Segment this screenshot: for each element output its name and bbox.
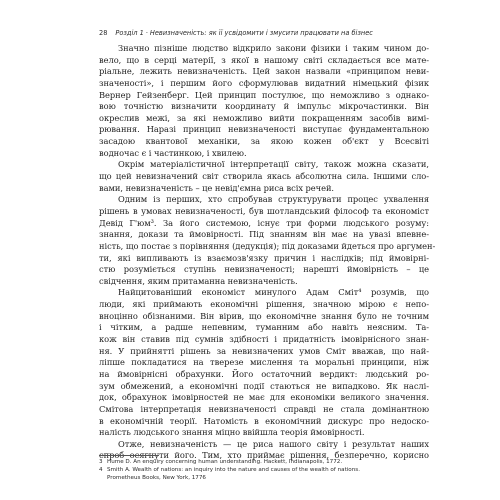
paragraph-line: спроб осягнути його. Тим, хто приймає рішення, безперечно, корисно: [99, 450, 429, 461]
paragraph-line: Найцитованіший економіст минулого Адам Сміт⁴ розумів, що: [118, 287, 429, 298]
footnote-text: Smith A. Wealth of nations: an inquiry into the nature and causes of the wealth of nations.: [107, 466, 360, 473]
footnote-4: [99, 467, 429, 475]
paragraph-line: Девід Г'юм³. За його системою, існує три форми людського розуму:: [99, 217, 429, 228]
paragraph-line: Отже, невизначеність — це риса нашого світу і результат наших: [118, 438, 429, 449]
paragraph-line: рювання. Наразі принцип невизначеності виступає фундаментальною: [99, 124, 429, 135]
paragraph-line: водночас є і частинкою, і хвилею.: [99, 147, 247, 158]
footnotes: [99, 459, 429, 482]
paragraph-line: ріальне, лежить невизначеність. Цей закон назвали «принципом неви-: [99, 66, 429, 77]
paragraph-line: ліпше покладатися на тверезе мислення та моральні принципи, ніж: [99, 357, 429, 368]
footnote-number: 4: [99, 466, 103, 473]
footnote-divider: [99, 455, 159, 456]
footnote-4-continuation: Prometheus Books, New York, 1776: [107, 474, 206, 481]
paragraph-line: в економічній теорії. Натомість в економічний дискурс про недоско-: [99, 415, 429, 426]
paragraph-line: ти, які випливають із взаємозв'язку причин і наслідків; під ймовірні-: [99, 252, 429, 263]
paragraph-line: окреслив межі, за які неможливо вийти покращенням засобів вимі-: [99, 112, 429, 123]
paragraph-line: Вернер Гейзенберг. Цей принцип постулює, що неможливо з однако-: [99, 89, 429, 100]
paragraph-line: зум обмежений, а економічні події стаються не випадково. Як наслі-: [99, 380, 429, 391]
paragraph-line: значеності», і першим його сформулював видатний німецький фізик: [99, 77, 429, 88]
paragraph-line: люди, які приймають економічні рішення, значною мірою є непо-: [99, 299, 429, 310]
footnote-number: 3: [99, 459, 103, 465]
paragraph-line: Смітова інтерпретація невизначеності справді не стала домінантною: [99, 403, 429, 414]
paragraph-line: Одним із перших, хто спробував структурувати процес ухвалення: [118, 194, 429, 205]
paragraph-line: ня. У прийнятті рішень за невизначених умов Сміт вважав, що най-: [99, 345, 429, 356]
paragraph-line: знання, докази та ймовірності. Під знанням він має на увазі впевне-: [99, 229, 429, 240]
paragraph-line: вами, невизначеність – це невід'ємна риса всіх речей.: [99, 182, 335, 193]
page-number: 28: [99, 29, 108, 37]
paragraph-line: вою точністю визначити координату й імпульс мікрочастинки. Він: [99, 101, 429, 112]
paragraph-line: кож він ставив під сумнів здібності і придатність імовірнісного знан-: [99, 334, 429, 345]
paragraph-line: вело, що в серці матерії, з якої в нашому світі складається все мате-: [99, 54, 429, 65]
paragraph-line: рішень в умовах невизначеності, був шотландський філософ та економіст: [99, 205, 429, 216]
paragraph-line: налість людського знання міцно ввійшла теорія ймовірності.: [99, 427, 365, 438]
paragraph-line: Значно пізніше людство відкрило закони фізики і таким чином до-: [118, 43, 429, 53]
paragraph-line: засадою квантової механіки, за якою кожен об'єкт у Всесвіті: [99, 136, 429, 147]
paragraph-line: Окрім матеріалістичної інтерпретації світу, також можна сказати,: [118, 159, 429, 170]
chapter-label: Розділ 1: [115, 29, 144, 37]
paragraph-line: ність, що постає з порівняння (дедукція); під доказами йдеться про аргумен-: [99, 240, 436, 251]
chapter-title: Невизначеність: як її усвідомити і змусити працювати на бізнес: [149, 29, 373, 37]
paragraph-line: на ймовірнісні обрахунки. Його остаточний вердикт: людський ро-: [99, 368, 429, 379]
paragraph-line: вноцінно обізнаними. Він вірив, що економічне знання було не точним: [99, 310, 429, 321]
paragraph-line: і чітким, а радше непевним, туманним або навіть неясним. Та-: [99, 322, 429, 333]
paragraph-line: що цей невизначений світ створила якась абсолютна сила. Іншими сло-: [99, 171, 429, 182]
footnote-3: [99, 459, 429, 467]
paragraph-line: док, обрахунок імовірностей не має для економіки великого значення.: [99, 392, 429, 403]
running-head: [99, 29, 429, 38]
footnote-text: Hume D. An enquiry concerning human understanding. Hackett, Indianapolis, 1772.: [107, 459, 343, 465]
paragraph-line: свідчення, яким притаманна невизначеність.: [99, 275, 298, 286]
paragraph-line: стю розуміється ступінь невизначеності; нарешті ймовірність – це: [99, 264, 429, 275]
running-head-separator: ·: [145, 29, 148, 37]
body-text: [99, 43, 436, 462]
